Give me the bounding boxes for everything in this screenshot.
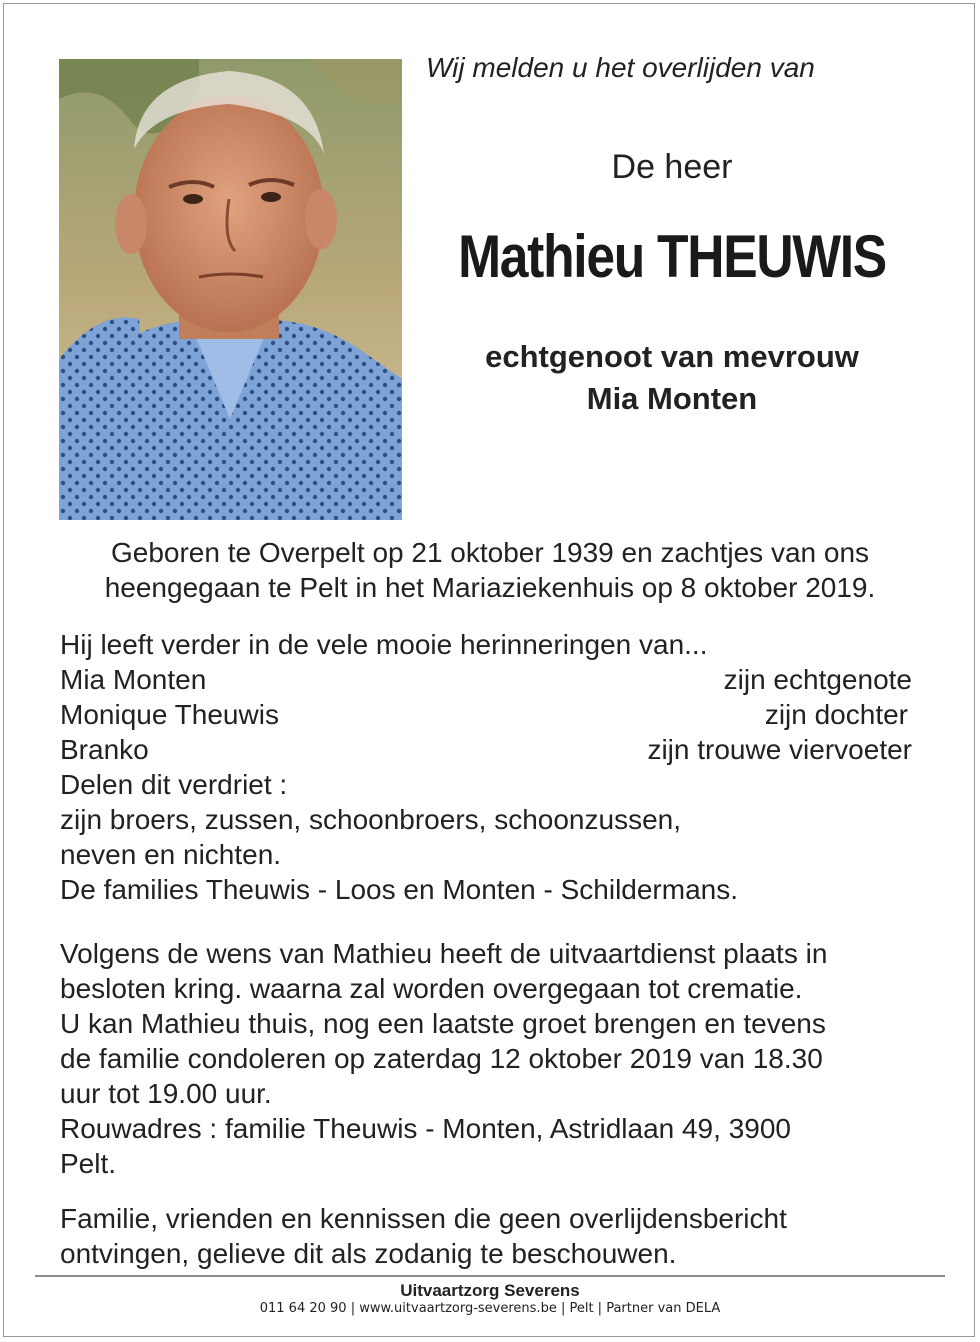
- share-line: neven en nichten.: [60, 839, 282, 870]
- share-line: zijn broers, zussen, schoonbroers, schoonzussen,: [60, 804, 681, 835]
- service-paragraph: [60, 936, 920, 1181]
- title-prefix: De heer: [611, 148, 733, 186]
- spouse-block: [420, 336, 924, 420]
- relative-relation: zijn trouwe viervoeter: [647, 734, 912, 765]
- birth-paragraph: [60, 535, 920, 605]
- family-intro: Hij leeft verder in de vele mooie herinneringen van...: [60, 629, 708, 660]
- relative-relation: zijn echtgenote: [723, 664, 912, 695]
- service-line: Pelt.: [60, 1148, 117, 1179]
- spouse-line-1: echtgenoot van mevrouw: [485, 339, 859, 374]
- birth-line-1: Geboren te Overpelt op 21 oktober 1939 en zachtjes van ons: [110, 537, 870, 568]
- deceased-name: Mathieu THEUWIS: [458, 223, 886, 290]
- closing-line: Familie, vrienden en kennissen die geen overlijdensbericht: [60, 1203, 787, 1234]
- relative-name: Monique Theuwis: [60, 699, 279, 730]
- portrait-photo: [59, 59, 402, 520]
- share-line: De families Theuwis - Loos en Monten - Schildermans.: [60, 874, 739, 905]
- relative-name: Branko: [60, 734, 149, 765]
- footer-divider: [35, 1275, 945, 1277]
- spouse-name: Mia Monten: [586, 381, 758, 416]
- funeral-home-name: Uitvaartzorg Severens: [400, 1281, 580, 1300]
- closing-line: ontvingen, gelieve dit als zodanig te beschouwen.: [60, 1238, 677, 1269]
- closing-paragraph: [60, 1201, 920, 1271]
- birth-line-2: heengegaan te Pelt in het Mariaziekenhuis op 8 oktober 2019.: [104, 572, 876, 603]
- share-grief-paragraph: [60, 767, 920, 907]
- service-line: Rouwadres : familie Theuwis - Monten, Astridlaan 49, 3900: [60, 1113, 791, 1144]
- service-line: Volgens de wens van Mathieu heeft de uitvaartdienst plaats in: [60, 938, 828, 969]
- relative-row: [60, 697, 908, 732]
- service-line: U kan Mathieu thuis, nog een laatste groet brengen en tevens: [60, 1008, 826, 1039]
- service-line: uur tot 19.00 uur.: [60, 1078, 272, 1109]
- relative-row: [60, 732, 912, 767]
- funeral-home-contact: 011 64 20 90 | www.uitvaartzorg-severens.be | Pelt | Partner van DELA: [259, 1301, 721, 1316]
- announcement-intro: Wij melden u het overlijden van: [426, 52, 815, 83]
- service-line: de familie condoleren op zaterdag 12 oktober 2019 van 18.30: [60, 1043, 823, 1074]
- share-line: Delen dit verdriet :: [60, 769, 288, 800]
- service-line: besloten kring. waarna zal worden overgegaan tot crematie.: [60, 973, 803, 1004]
- relative-name: Mia Monten: [60, 664, 207, 695]
- relative-relation: zijn dochter: [764, 699, 908, 730]
- relative-row: [60, 662, 912, 697]
